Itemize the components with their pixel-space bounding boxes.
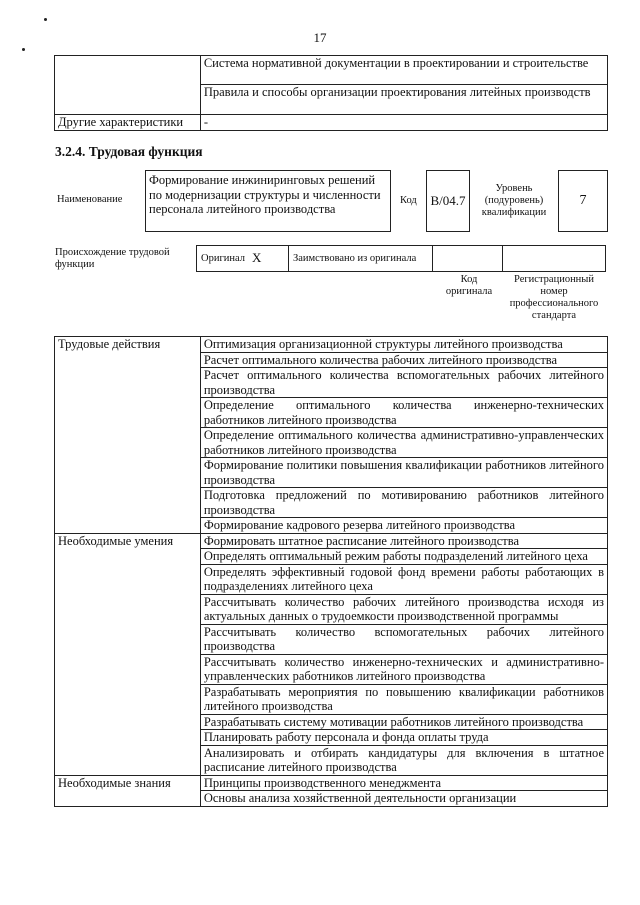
table-cell: Расчет оптимального количества вспомогательных рабочих литейного производства <box>200 368 607 398</box>
main-table <box>54 336 608 807</box>
table-cell: Разрабатывать мероприятия по повышению квалификации работников литейного производства <box>200 684 607 714</box>
borrowed-label: Заимствовано из оригинала <box>293 253 417 264</box>
table-cell: Планировать работу персонала и фонда оплаты труда <box>200 730 607 746</box>
top-table <box>54 55 608 131</box>
table-row <box>55 775 608 791</box>
code-box <box>426 170 470 232</box>
divider <box>432 245 433 272</box>
row-label <box>55 56 201 85</box>
table-cell: Формировать штатное расписание литейного производства <box>200 533 607 549</box>
table-cell: Принципы производственного менеджмента <box>200 775 607 791</box>
table-cell: Рассчитывать количество инженерно-технических и административно-управленческих работников литейного производства <box>200 654 607 684</box>
group-label: Необходимые знания <box>55 775 201 806</box>
row-value: - <box>200 115 607 131</box>
group-label: Необходимые умения <box>55 533 201 775</box>
group-label: Трудовые действия <box>55 337 201 534</box>
table-cell: Разрабатывать систему мотивации работников литейного производства <box>200 714 607 730</box>
table-row <box>55 115 608 131</box>
section-title: 3.2.4. Трудовая функция <box>55 144 203 159</box>
table-row <box>55 85 608 115</box>
code-label: Код <box>400 195 417 206</box>
function-name: Формирование инжиниринговых решений по модернизации структуры и численности персонала литейного производства <box>149 173 381 216</box>
table-cell: Определять эффективный годовой фонд времени работы работающих в подразделениях литейного цеха <box>200 564 607 594</box>
table-cell: Формирование политики повышения квалификации работников литейного производства <box>200 458 607 488</box>
row-label: Другие характеристики <box>55 115 201 131</box>
table-cell: Подготовка предложений по мотивированию работников литейного производства <box>200 488 607 518</box>
table-row <box>55 337 608 353</box>
name-label: Наименование <box>57 194 123 205</box>
row-label <box>55 85 201 115</box>
table-cell: Оптимизация организационной структуры литейного производства <box>200 337 607 353</box>
scan-mark <box>44 18 47 21</box>
table-cell: Рассчитывать количество вспомогательных рабочих литейного производства <box>200 624 607 654</box>
level-label: Уровень (подуровень) квалификации <box>481 183 547 218</box>
origin-label: Происхождение трудовой функции <box>55 247 170 270</box>
scan-mark <box>22 48 25 51</box>
original-mark: X <box>252 250 262 265</box>
divider <box>288 245 289 272</box>
table-cell: Расчет оптимального количества рабочих литейного производства <box>200 352 607 368</box>
table-row <box>55 56 608 85</box>
row-value: Система нормативной документации в проектировании и строительстве <box>200 56 607 85</box>
name-box <box>145 170 391 232</box>
level-box <box>558 170 608 232</box>
original-label: Оригинал <box>201 253 245 264</box>
table-cell: Определение оптимального количества административно-управленческих работников литейного производства <box>200 428 607 458</box>
table-cell: Определять оптимальный режим работы подразделений литейного цеха <box>200 549 607 565</box>
divider <box>502 245 503 272</box>
table-cell: Рассчитывать количество рабочих литейного производства исходя из актуальных данных о трудоемкости производственной программы <box>200 594 607 624</box>
level-value: 7 <box>579 193 587 208</box>
reg-caption: Регистрационный номер профессионального стандарта <box>509 274 599 321</box>
code-value: B/04.7 <box>430 193 466 208</box>
table-cell: Определение оптимального количества инженерно-технических работников литейного производства <box>200 398 607 428</box>
table-cell: Анализировать и отбирать кандидатуры для включения в штатное расписание литейного производства <box>200 745 607 775</box>
row-value: Правила и способы организации проектирования литейных производств <box>200 85 607 115</box>
table-cell: Формирование кадрового резерва литейного производства <box>200 518 607 534</box>
code-caption: Код оригинала <box>445 274 493 297</box>
table-row <box>55 533 608 549</box>
page-number: 17 <box>313 30 327 45</box>
table-cell: Основы анализа хозяйственной деятельности организации <box>200 791 607 807</box>
